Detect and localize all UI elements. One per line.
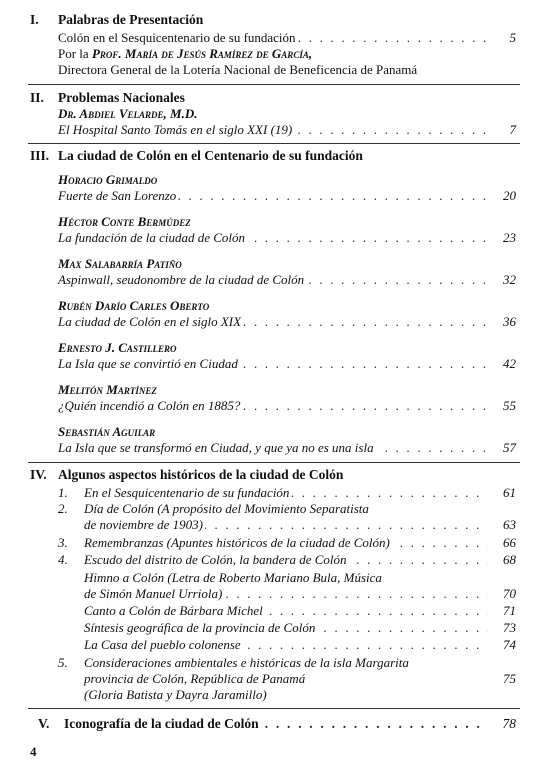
entry-title: Día de Colón (A propósito del Movimiento Separatista (84, 501, 369, 516)
toc-entry[interactable] (58, 122, 516, 138)
entry-authors: (Gloria Batista y Dayra Jaramillo) (84, 687, 267, 702)
entry-title: La ciudad de Colón en el siglo XIX (58, 314, 242, 329)
section-divider (28, 708, 520, 709)
author-name: Max Salabarría Patiño (58, 256, 182, 271)
section-title: Iconografía de la ciudad de Colón (64, 716, 259, 731)
section-number: I. (30, 12, 39, 27)
toc-entry[interactable] (84, 485, 516, 501)
entry-title: En el Sesquicentenario de su fundación (84, 485, 290, 500)
entry-page: 36 (490, 314, 516, 330)
author-name: Sebastián Aguilar (58, 424, 156, 439)
entry-title: La fundación de la ciudad de Colón (58, 230, 246, 245)
author-name: Rubén Darío Carles Oberto (58, 298, 210, 313)
section-heading (30, 12, 39, 28)
toc-entry[interactable] (58, 272, 516, 288)
entry-title: Canto a Colón de Bárbara Michel (84, 603, 263, 618)
section-number: IV. (30, 467, 47, 482)
toc-entry[interactable] (84, 603, 516, 619)
section-number: V. (38, 716, 50, 731)
toc-entry[interactable] (64, 716, 516, 732)
section-divider (28, 143, 520, 144)
toc-entry[interactable] (84, 552, 516, 568)
toc-entry[interactable] (58, 356, 516, 372)
toc-entry[interactable] (84, 620, 516, 636)
section-divider (28, 462, 520, 463)
presenter-role: Directora General de la Lotería Nacional de Beneficencia de Panamá (58, 62, 418, 77)
entry-page: 32 (490, 272, 516, 288)
author-name: Horacio Grimaldo (58, 172, 158, 187)
toc-entry[interactable] (58, 230, 516, 246)
entry-page: 23 (490, 230, 516, 246)
toc-entry[interactable] (84, 517, 516, 533)
toc-entry[interactable] (58, 30, 516, 46)
entry-page: 61 (490, 485, 516, 501)
entry-page: 5 (490, 30, 516, 46)
section-title: La ciudad de Colón en el Centenario de su fundación (58, 148, 363, 163)
entry-title: Aspinwall, seudonombre de la ciudad de Colón (58, 272, 305, 287)
entry-page: 75 (490, 671, 516, 687)
item-number: 5. (58, 655, 68, 670)
toc-entry[interactable] (58, 188, 516, 204)
entry-title: Escudo del distrito de Colón, la bandera de Colón (84, 552, 347, 567)
entry-page: 73 (490, 620, 516, 636)
entry-title: La Isla que se convirtió en Ciudad (58, 356, 238, 371)
entry-page: 74 (490, 637, 516, 653)
entry-page: 71 (490, 603, 516, 619)
presenter-name: Prof. María de Jesús Ramírez de García, (91, 46, 313, 61)
toc-entry[interactable] (84, 671, 516, 687)
presenter-prefix: Por la (58, 46, 92, 61)
item-number: 4. (58, 552, 68, 567)
entry-title: Remembranzas (Apuntes históricos de la ciudad de Colón) (84, 535, 390, 550)
toc-entry[interactable] (58, 314, 516, 330)
toc-entry[interactable] (84, 637, 516, 653)
entry-page: 78 (490, 716, 516, 732)
entry-title: de Simón Manuel Urriola) (84, 586, 223, 601)
author-name: Héctor Conte Bermúdez (58, 214, 191, 229)
toc-entry[interactable] (58, 440, 516, 456)
entry-title: ¿Quién incendió a Colón en 1885? (58, 398, 241, 413)
toc-entry[interactable] (58, 398, 516, 414)
entry-page: 68 (490, 552, 516, 568)
author-name: Melitón Martínez (58, 382, 157, 397)
section-title: Problemas Nacionales (58, 90, 185, 105)
entry-title: Fuerte de San Lorenzo (58, 188, 177, 203)
entry-page: 66 (490, 535, 516, 551)
item-number: 2. (58, 501, 68, 516)
entry-page: 55 (490, 398, 516, 414)
page-number: 4 (30, 744, 37, 759)
section-title: Algunos aspectos históricos de la ciudad de Colón (58, 467, 344, 482)
entry-page: 7 (490, 122, 516, 138)
entry-page: 70 (490, 586, 516, 602)
entry-title: La Isla que se transformó en Ciudad, y que ya no es una isla (58, 440, 374, 455)
entry-title: Colón en el Sesquicentenario de su fundación (58, 30, 296, 45)
entry-title: de noviembre de 1903) (84, 517, 204, 532)
toc-entry[interactable] (84, 586, 516, 602)
entry-page: 42 (490, 356, 516, 372)
entry-title: Síntesis geográfica de la provincia de Colón (84, 620, 316, 635)
entry-title: Consideraciones ambientales e históricas de la isla Margarita (84, 655, 409, 670)
section-divider (28, 84, 520, 85)
entry-title: Himno a Colón (Letra de Roberto Mariano Bula, Música (84, 570, 382, 585)
entry-page: 57 (490, 440, 516, 456)
section-number: II. (30, 90, 44, 105)
author-name: Dr. Abdiel Velarde, M.D. (58, 106, 198, 121)
section-number: III. (30, 148, 50, 163)
section-title: Palabras de Presentación (58, 12, 204, 27)
entry-page: 63 (490, 517, 516, 533)
item-number: 1. (58, 485, 68, 500)
entry-title: provincia de Colón, República de Panamá (84, 671, 306, 686)
entry-title: El Hospital Santo Tomás en el siglo XXI (19) (58, 122, 293, 137)
item-number: 3. (58, 535, 68, 550)
toc-entry[interactable] (84, 535, 516, 551)
author-name: Ernesto J. Castillero (58, 340, 177, 355)
entry-title: La Casa del pueblo colonense (84, 637, 241, 652)
entry-page: 20 (490, 188, 516, 204)
presenter-line (58, 46, 312, 62)
